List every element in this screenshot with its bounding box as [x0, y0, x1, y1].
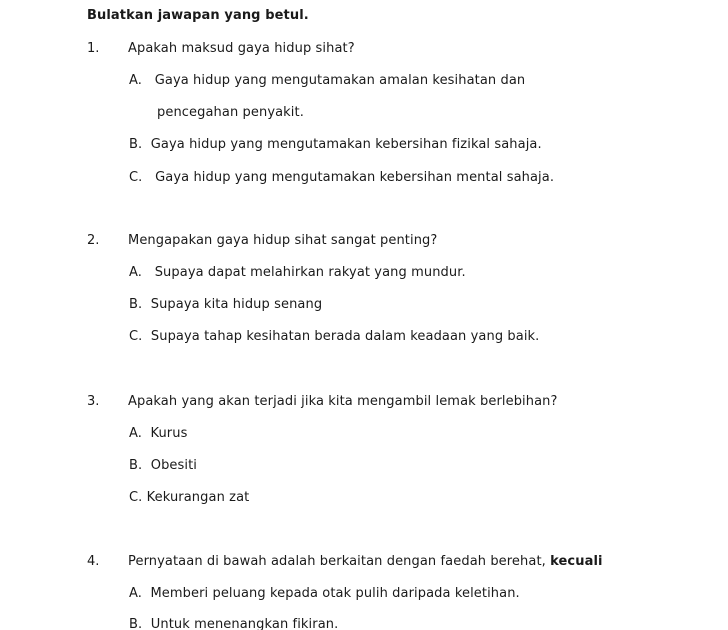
question-3-option-a [129, 426, 187, 441]
question-4-text [128, 554, 603, 569]
question-2-number: 2. [87, 233, 100, 248]
question-1-number: 1. [87, 41, 100, 56]
instruction-heading: Bulatkan jawapan yang betul. [87, 8, 309, 23]
question-1-option-a-continuation: pencegahan penyakit. [157, 105, 304, 120]
question-1-option-c [129, 170, 554, 185]
question-3-number: 3. [87, 394, 100, 409]
question-4-emphasis: kecuali [550, 554, 603, 569]
question-3-option-b [129, 458, 197, 473]
option-text: Gaya hidup yang mengutamakan kebersihan fizikal sahaja. [150, 137, 542, 152]
option-text: Untuk menenangkan fikiran. [150, 617, 339, 630]
question-1-text: Apakah maksud gaya hidup sihat? [128, 41, 355, 56]
option-text: Memberi peluang kepada otak pulih daripada keletihan. [150, 586, 520, 601]
option-label: B. [129, 137, 143, 152]
option-text: Gaya hidup yang mengutamakan amalan kesihatan dan [154, 73, 526, 88]
question-2-option-b [129, 297, 322, 312]
option-label: A. [129, 265, 142, 280]
option-text: Kurus [150, 426, 188, 441]
option-text: Obesiti [150, 458, 198, 473]
question-2-text: Mengapakan gaya hidup sihat sangat penting? [128, 233, 438, 248]
option-text: Gaya hidup yang mengutamakan kebersihan mental sahaja. [155, 170, 555, 185]
question-3-text: Apakah yang akan terjadi jika kita mengambil lemak berlebihan? [128, 394, 558, 409]
option-label: A. [129, 426, 142, 441]
option-label: B. [129, 297, 143, 312]
question-2-option-c [129, 329, 539, 344]
question-2-option-a [129, 265, 466, 280]
question-1-option-b [129, 137, 542, 152]
option-text: Kekurangan zat [146, 490, 250, 505]
option-label: C. [129, 170, 143, 185]
option-text: Supaya kita hidup senang [150, 297, 323, 312]
option-label: B. [129, 458, 143, 473]
option-label: C. [129, 490, 143, 505]
option-text: Supaya dapat melahirkan rakyat yang mundur. [154, 265, 466, 280]
option-label: B. [129, 617, 143, 630]
question-1-option-a [129, 73, 525, 88]
option-label: A. [129, 73, 142, 88]
option-label: A. [129, 586, 142, 601]
question-3-option-c [129, 490, 249, 505]
option-label: C. [129, 329, 143, 344]
option-text: Supaya tahap kesihatan berada dalam keadaan yang baik. [150, 329, 540, 344]
question-4-number: 4. [87, 554, 100, 569]
question-4-main-text: Pernyataan di bawah adalah berkaitan dengan faedah berehat, [128, 554, 546, 569]
question-4-option-b [129, 617, 338, 630]
question-4-option-a [129, 586, 520, 601]
